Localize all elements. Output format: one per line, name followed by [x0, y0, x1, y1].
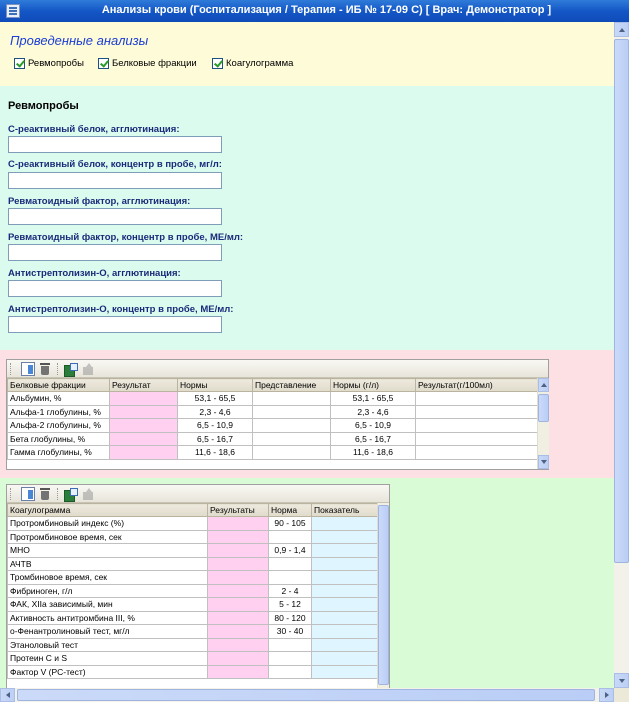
row-name-cell: Протромбиновое время, сек [8, 530, 208, 544]
result-cell[interactable] [110, 392, 178, 406]
indicator-cell[interactable] [312, 665, 378, 679]
result-g100ml-cell[interactable] [416, 419, 538, 433]
coag-grid-panel [6, 484, 390, 688]
indicator-cell[interactable] [312, 652, 378, 666]
table-row[interactable] [8, 557, 378, 571]
table-row[interactable] [8, 405, 538, 419]
row-name-cell: МНО [8, 544, 208, 558]
delete-icon[interactable] [38, 362, 52, 376]
row-name-cell: Этаноловый тест [8, 638, 208, 652]
export-icon[interactable] [63, 362, 77, 376]
result-cell[interactable] [208, 584, 269, 598]
row-name-cell: Альфа-2 глобулины, % [8, 419, 110, 433]
checkbox-protein-fractions-label: Белковые фракции [112, 58, 197, 69]
norm-cell: 53,1 - 65,5 [178, 392, 253, 406]
aso-concentration-label: Антистрептолизин-О, концентр в пробе, МЕ/мл: [8, 304, 234, 315]
scroll-thumb[interactable] [17, 689, 595, 701]
row-name-cell: Протромбиновый индекс (%) [8, 517, 208, 531]
row-name-cell: Гамма глобулины, % [8, 446, 110, 460]
norm-cell: 11,6 - 18,6 [178, 446, 253, 460]
representation-cell[interactable] [253, 405, 331, 419]
protein-grid-scrollbar[interactable] [537, 378, 549, 469]
col-header[interactable]: Представление [253, 379, 331, 392]
scroll-down-icon[interactable] [538, 455, 549, 469]
checkbox-rheumo-box[interactable] [14, 58, 25, 69]
result-cell[interactable] [110, 405, 178, 419]
col-header[interactable]: Нормы [178, 379, 253, 392]
result-cell[interactable] [208, 638, 269, 652]
representation-cell[interactable] [253, 432, 331, 446]
result-cell[interactable] [110, 446, 178, 460]
indicator-cell[interactable] [312, 584, 378, 598]
row-name-cell: Тромбиновое время, сек [8, 571, 208, 585]
table-row[interactable] [8, 638, 378, 652]
coag-table [7, 503, 378, 679]
checkbox-rheumo-label: Ревмопробы [28, 58, 84, 69]
representation-cell[interactable] [253, 419, 331, 433]
toolbar-grip[interactable] [10, 363, 12, 375]
protein-grid-panel [6, 359, 549, 470]
indicator-cell[interactable] [312, 611, 378, 625]
rheumo-section [0, 86, 614, 350]
coag-header-row [8, 504, 378, 517]
protein-fractions-section [0, 350, 614, 478]
window-title: Анализы крови (Госпитализация / Терапия - ИБ № 17-09 С) [ Врач: Демонстратор ] [101, 4, 552, 16]
result-g100ml-cell[interactable] [416, 446, 538, 460]
scroll-thumb[interactable] [538, 394, 549, 422]
crp-agglutination-input[interactable] [8, 136, 222, 153]
norm-cell: 2 - 4 [269, 584, 312, 598]
result-cell[interactable] [208, 571, 269, 585]
aso-concentration-input[interactable] [8, 316, 222, 333]
row-name-cell: Фактор V (PC-тест) [8, 665, 208, 679]
main-horizontal-scrollbar[interactable] [0, 688, 614, 702]
checkbox-rheumo[interactable] [14, 57, 84, 70]
row-name-cell: Фибриноген, г/л [8, 584, 208, 598]
result-cell[interactable] [208, 611, 269, 625]
table-row[interactable] [8, 625, 378, 639]
norm-cell: 5 - 12 [269, 598, 312, 612]
checkbox-coagulogram-label: Коагулограмма [226, 58, 294, 69]
import-icon[interactable] [81, 362, 95, 376]
table-row[interactable] [8, 432, 538, 446]
table-row[interactable] [8, 517, 378, 531]
checkbox-protein-fractions[interactable] [98, 57, 197, 70]
result-g100ml-cell[interactable] [416, 405, 538, 419]
norm-gl-cell: 6,5 - 10,9 [331, 419, 416, 433]
performed-analyses-section [0, 22, 614, 86]
table-row[interactable] [8, 392, 538, 406]
row-name-cell: Альфа-1 глобулины, % [8, 405, 110, 419]
protein-table [7, 378, 538, 460]
form-client-area [0, 22, 614, 688]
norm-gl-cell: 53,1 - 65,5 [331, 392, 416, 406]
coagulogram-section [0, 478, 614, 688]
norm-gl-cell: 11,6 - 18,6 [331, 446, 416, 460]
scroll-up-icon[interactable] [614, 22, 629, 37]
table-row[interactable] [8, 584, 378, 598]
row-name-cell: Альбумин, % [8, 392, 110, 406]
crp-concentration-label: С-реактивный белок, концентр в пробе, мг/л: [8, 159, 222, 170]
result-cell[interactable] [208, 557, 269, 571]
new-record-icon[interactable] [21, 487, 35, 501]
col-header[interactable]: Результаты [208, 504, 269, 517]
col-header[interactable]: Результат [110, 379, 178, 392]
performed-analyses-title: Проведенные анализы [10, 33, 149, 48]
col-header[interactable]: Норма [269, 504, 312, 517]
result-cell[interactable] [110, 419, 178, 433]
toolbar-separator [57, 488, 58, 500]
col-header[interactable]: Белковые фракции [8, 379, 110, 392]
protein-header-row [8, 379, 538, 392]
scroll-right-icon[interactable] [599, 688, 614, 702]
scroll-left-icon[interactable] [0, 688, 15, 702]
table-row[interactable] [8, 652, 378, 666]
row-name-cell: АЧТВ [8, 557, 208, 571]
checkbox-coagulogram-box[interactable] [212, 58, 223, 69]
representation-cell[interactable] [253, 392, 331, 406]
title-bar [0, 0, 629, 22]
row-name-cell: Активность антитромбина III, % [8, 611, 208, 625]
row-name-cell: ФАК, XIIа зависимый, мин [8, 598, 208, 612]
norm-cell [269, 571, 312, 585]
aso-agglutination-input[interactable] [8, 280, 222, 297]
protein-toolbar [7, 360, 548, 378]
indicator-cell[interactable] [312, 625, 378, 639]
result-cell[interactable] [208, 517, 269, 531]
result-cell[interactable] [208, 598, 269, 612]
norm-cell: 80 - 120 [269, 611, 312, 625]
indicator-cell[interactable] [312, 557, 378, 571]
result-cell[interactable] [208, 530, 269, 544]
rheumo-title: Ревмопробы [8, 100, 79, 112]
table-row[interactable] [8, 598, 378, 612]
aso-agglutination-label: Антистрептолизин-О, агглютинация: [8, 268, 181, 279]
norm-cell [269, 638, 312, 652]
col-header[interactable]: Показатель [312, 504, 378, 517]
scroll-up-icon[interactable] [538, 378, 549, 392]
delete-icon[interactable] [38, 487, 52, 501]
rf-concentration-input[interactable] [8, 244, 222, 261]
row-name-cell: Бета глобулины, % [8, 432, 110, 446]
scrollbar-corner [614, 688, 629, 702]
checkbox-coagulogram[interactable] [212, 57, 293, 70]
norm-cell [269, 530, 312, 544]
rf-agglutination-label: Ревматоидный фактор, агглютинация: [8, 196, 191, 207]
col-header[interactable]: Нормы (г/л) [331, 379, 416, 392]
rf-concentration-label: Ревматоидный фактор, концентр в пробе, МЕ/мл: [8, 232, 244, 243]
table-row[interactable] [8, 530, 378, 544]
indicator-cell[interactable] [312, 598, 378, 612]
norm-cell: 90 - 105 [269, 517, 312, 531]
coag-toolbar [7, 485, 389, 503]
indicator-cell[interactable] [312, 530, 378, 544]
row-name-cell: Протеин С и S [8, 652, 208, 666]
norm-cell: 30 - 40 [269, 625, 312, 639]
row-name-cell: о-Фенантролиновый тест, мг/л [8, 625, 208, 639]
result-g100ml-cell[interactable] [416, 392, 538, 406]
norm-gl-cell: 6,5 - 16,7 [331, 432, 416, 446]
coag-grid-scrollbar[interactable] [377, 503, 389, 688]
norm-cell [269, 557, 312, 571]
norm-gl-cell: 2,3 - 4,6 [331, 405, 416, 419]
scroll-thumb[interactable] [614, 39, 629, 563]
toolbar-grip[interactable] [10, 488, 12, 500]
crp-concentration-input[interactable] [8, 172, 222, 189]
norm-cell [269, 652, 312, 666]
indicator-cell[interactable] [312, 638, 378, 652]
checkbox-protein-fractions-box[interactable] [98, 58, 109, 69]
col-header[interactable]: Результат(г/100мл) [416, 379, 538, 392]
norm-cell: 0,9 - 1,4 [269, 544, 312, 558]
result-cell[interactable] [208, 625, 269, 639]
table-row[interactable] [8, 571, 378, 585]
table-row[interactable] [8, 611, 378, 625]
scroll-down-icon[interactable] [614, 673, 629, 688]
col-header[interactable]: Коагулограмма [8, 504, 208, 517]
result-cell[interactable] [110, 432, 178, 446]
result-cell[interactable] [208, 652, 269, 666]
main-vertical-scrollbar[interactable] [614, 22, 629, 688]
result-g100ml-cell[interactable] [416, 432, 538, 446]
representation-cell[interactable] [253, 446, 331, 460]
norm-cell: 2,3 - 4,6 [178, 405, 253, 419]
table-row[interactable] [8, 419, 538, 433]
indicator-cell[interactable] [312, 544, 378, 558]
table-row[interactable] [8, 665, 378, 679]
new-record-icon[interactable] [21, 362, 35, 376]
table-row[interactable] [8, 446, 538, 460]
result-cell[interactable] [208, 544, 269, 558]
norm-cell: 6,5 - 10,9 [178, 419, 253, 433]
norm-cell [269, 665, 312, 679]
rf-agglutination-input[interactable] [8, 208, 222, 225]
result-cell[interactable] [208, 665, 269, 679]
indicator-cell[interactable] [312, 517, 378, 531]
scroll-thumb[interactable] [378, 505, 389, 685]
export-icon[interactable] [63, 487, 77, 501]
norm-cell: 6,5 - 16,7 [178, 432, 253, 446]
indicator-cell[interactable] [312, 571, 378, 585]
import-icon[interactable] [81, 487, 95, 501]
toolbar-separator [57, 363, 58, 375]
table-row[interactable] [8, 544, 378, 558]
crp-agglutination-label: С-реактивный белок, агглютинация: [8, 124, 180, 135]
